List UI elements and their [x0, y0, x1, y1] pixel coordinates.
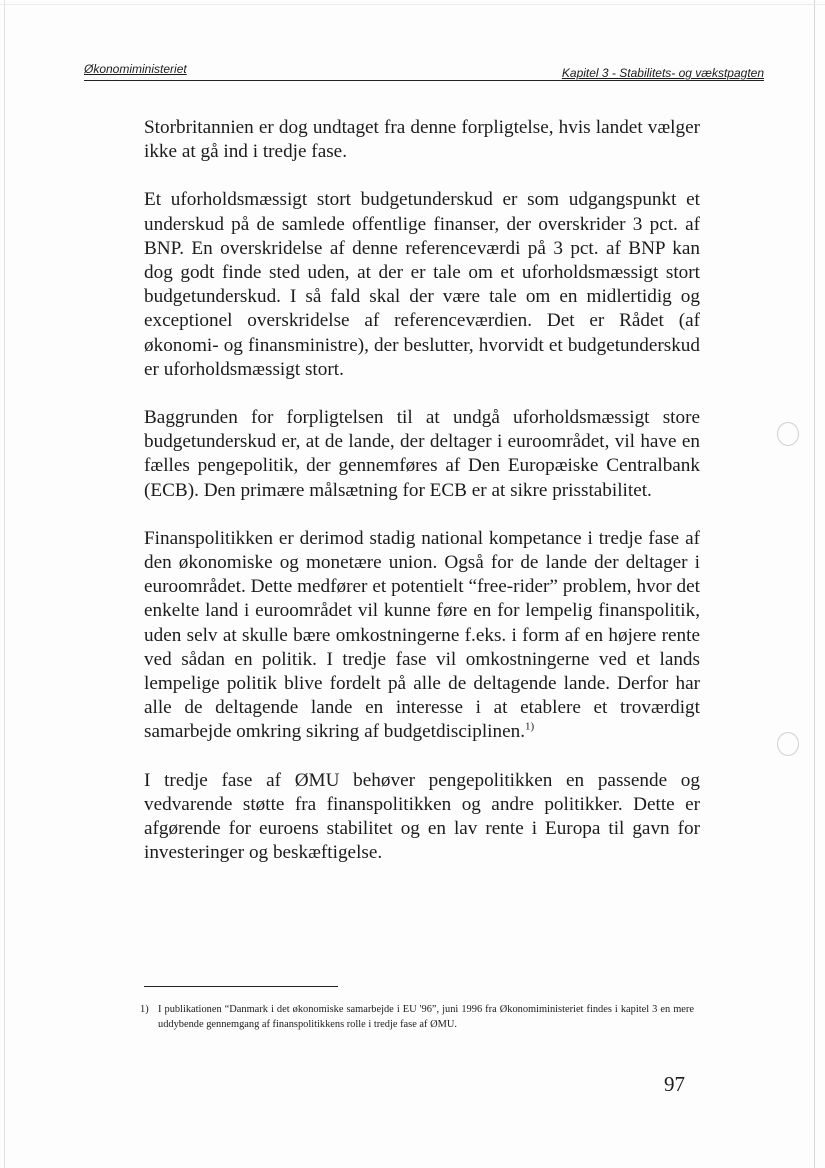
paragraph-3: Baggrunden for forpligtelsen til at undgå uforholdsmæssigt store budgetunderskud er, at de lande, der deltager i euroområdet, vil have en fælles pengepolitik, der gennemføres af Den Europæiske Centralbank (ECB). Den primære målsætning for ECB er at sikre prisstabilitet. [144, 407, 700, 501]
footnote-reference[interactable]: 1) [525, 721, 535, 734]
running-header [84, 62, 764, 82]
footnote-text: I publikationen “Danmark i det økonomiske samarbejde i EU '96”, juni 1996 fra Økonomiministeriet findes i kapitel 3 en mere uddybende gennemgang af finanspolitikkens rolle i tredje fase af ØMU. [158, 1004, 694, 1030]
header-rule [84, 80, 764, 81]
scan-edge-right [814, 0, 815, 1168]
paragraph-4-text: Finanspolitikken er derimod stadig national kompetance i tredje fase af den økonomiske og monetære union. Også for de lande der deltager i euroområdet. Dette medfører et potentielt “free-rider” problem, hvor det enkelte land i euroområdet vil kunne føre en for lempelig finanspolitik, uden selv at skulle bære omkostningerne f.eks. i form af en højere rente ved sådan en politik. I tredje fase vil omkostningerne ved et lands lempelige politik blive fordelt på alle de deltagende lande. Derfor har alle de deltagende lande en interesse i at etablere et troværdigt samarbejde omkring sikring af budgetdisciplinen. [144, 527, 700, 743]
header-chapter: Kapitel 3 - Stabilitets- og vækstpagten [561, 66, 764, 80]
paragraph-1: Storbritannien er dog undtaget fra denne forpligtelse, hvis landet vælger ikke at gå ind i tredje fase. [144, 117, 700, 163]
scan-edge-left [4, 0, 5, 1168]
punch-hole-icon [777, 422, 799, 446]
header-ministry: Økonomiministeriet [84, 62, 187, 76]
footnote [140, 1002, 694, 1032]
body-text [144, 116, 700, 889]
scan-edge-top [0, 4, 825, 5]
footnote-number: 1) [140, 1004, 149, 1015]
punch-hole-icon [777, 732, 799, 756]
footnote-rule [144, 986, 338, 987]
paragraph-4 [144, 527, 700, 745]
page-number: 97 [664, 1072, 685, 1096]
paragraph-5: I tredje fase af ØMU behøver pengepolitikken en passende og vedvarende støtte fra finanspolitikken og andre politikker. Dette er afgørende for euroens stabilitet og en lav rente i Europa til gavn for investeringer og beskæftigelse. [144, 769, 700, 864]
paragraph-2: Et uforholdsmæssigt stort budgetunderskud er som udgangspunkt et underskud på de samlede offentlige finanser, der overskrider 3 pct. af BNP. En overskridelse af denne referenceværdi på 3 pct. af BNP kan dog godt finde sted uden, at der er tale om et uforholdsmæssigt stort budgetunderskud. I så fald skal der være tale om en midlertidig og exceptionel overskridelse af referenceværdien. Det er Rådet (af økonomi- og finansministre), der beslutter, hvorvidt et budgetunderskud er uforholdsmæssigt stort. [144, 189, 700, 380]
